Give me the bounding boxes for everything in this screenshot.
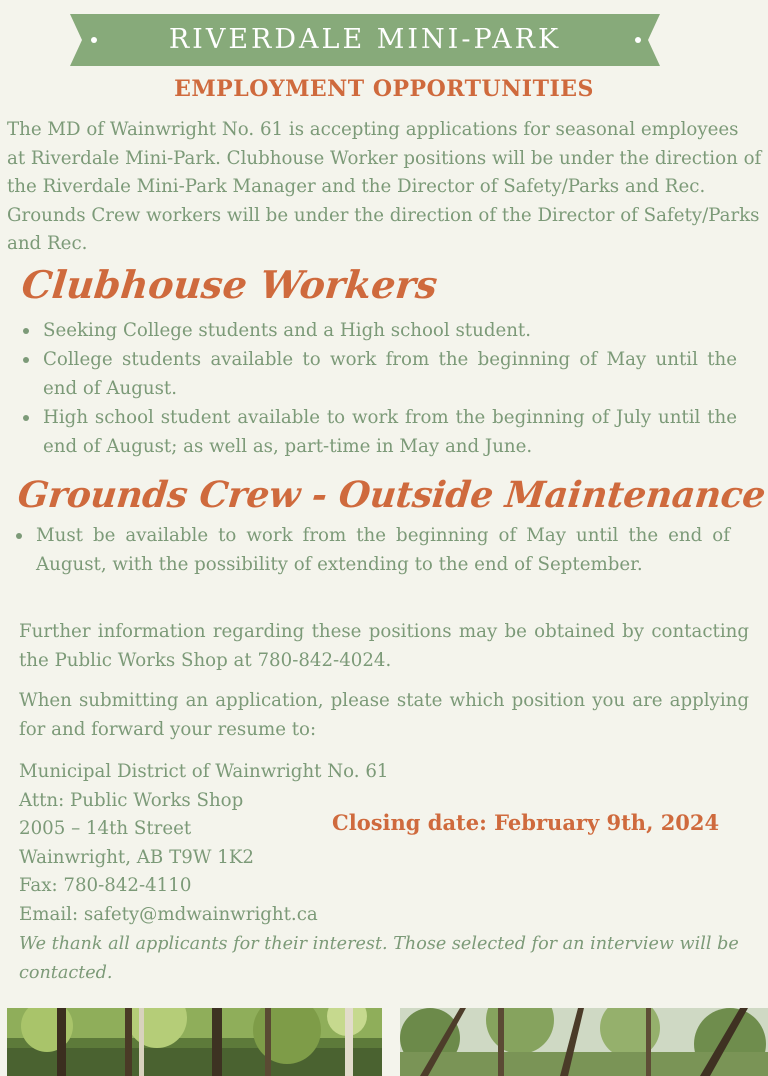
list-item xyxy=(19,316,737,345)
address-line-3: 2005 – 14th Street xyxy=(19,818,192,840)
bullet-dot xyxy=(23,357,29,363)
page-title: RIVERDALE MINI-PARK xyxy=(168,24,562,55)
clubhouse-heading: Clubhouse Workers xyxy=(19,262,440,307)
clubhouse-list xyxy=(19,316,737,461)
address-line-4: Wainwright, AB T9W 1K2 xyxy=(19,846,254,868)
address-line-2: Attn: Public Works Shop xyxy=(19,789,244,811)
page-subtitle: EMPLOYMENT OPPORTUNITIES xyxy=(174,76,594,102)
list-item-text: High school student available to work from the beginning of July until the end of August; as well as, part-time in May and June. xyxy=(43,407,737,457)
list-item-text: Seeking College students and a High school student. xyxy=(43,320,532,341)
bullet-dot xyxy=(23,415,29,421)
forest-image-right xyxy=(400,1008,768,1076)
list-item xyxy=(19,403,737,461)
email-address: Email: safety@mdwainwright.ca xyxy=(19,903,318,925)
address-line-1: Municipal District of Wainwright No. 61 xyxy=(19,761,389,782)
forest-photo-left xyxy=(7,1008,382,1076)
bullet-dot xyxy=(16,533,22,539)
bullet-dot xyxy=(23,328,29,334)
list-item-text: Must be available to work from the beginning of May until the end of August, with the possibility of extending to the end of September. xyxy=(36,525,730,575)
closing-date: Closing date: February 9th, 2024 xyxy=(332,810,720,835)
intro-paragraph: The MD of Wainwright No. 61 is accepting applications for seasonal employees at Riverdale Mini-Park. Clubhouse Worker positions will be under the direction of the Riverdale Mini-Park Manager and the Director of Safety/Parks and Rec. Grounds Crew workers will be under the direction of the Director of Safety/Parks and Rec. xyxy=(7,119,762,254)
list-item-text: College students available to work from the beginning of May until the end of August. xyxy=(43,349,737,399)
list-item xyxy=(12,521,730,579)
title-banner xyxy=(70,14,660,66)
fax-number: Fax: 780-842-4110 xyxy=(19,875,192,897)
submit-info-paragraph: When submitting an application, please state which position you are applying for and forward your resume to: xyxy=(19,690,749,740)
grounds-list xyxy=(12,521,730,579)
forest-photo-right xyxy=(400,1008,768,1076)
forest-image-left xyxy=(7,1008,382,1076)
mailing-address xyxy=(19,758,389,930)
further-info-paragraph: Further information regarding these positions may be obtained by contacting the Public Works Shop at 780-842-4024. xyxy=(19,621,749,671)
grounds-heading: Grounds Crew - Outside Maintenance xyxy=(15,474,768,516)
list-item xyxy=(19,345,737,403)
thanks-note: We thank all applicants for their interest. Those selected for an interview will be contacted. xyxy=(19,934,739,983)
